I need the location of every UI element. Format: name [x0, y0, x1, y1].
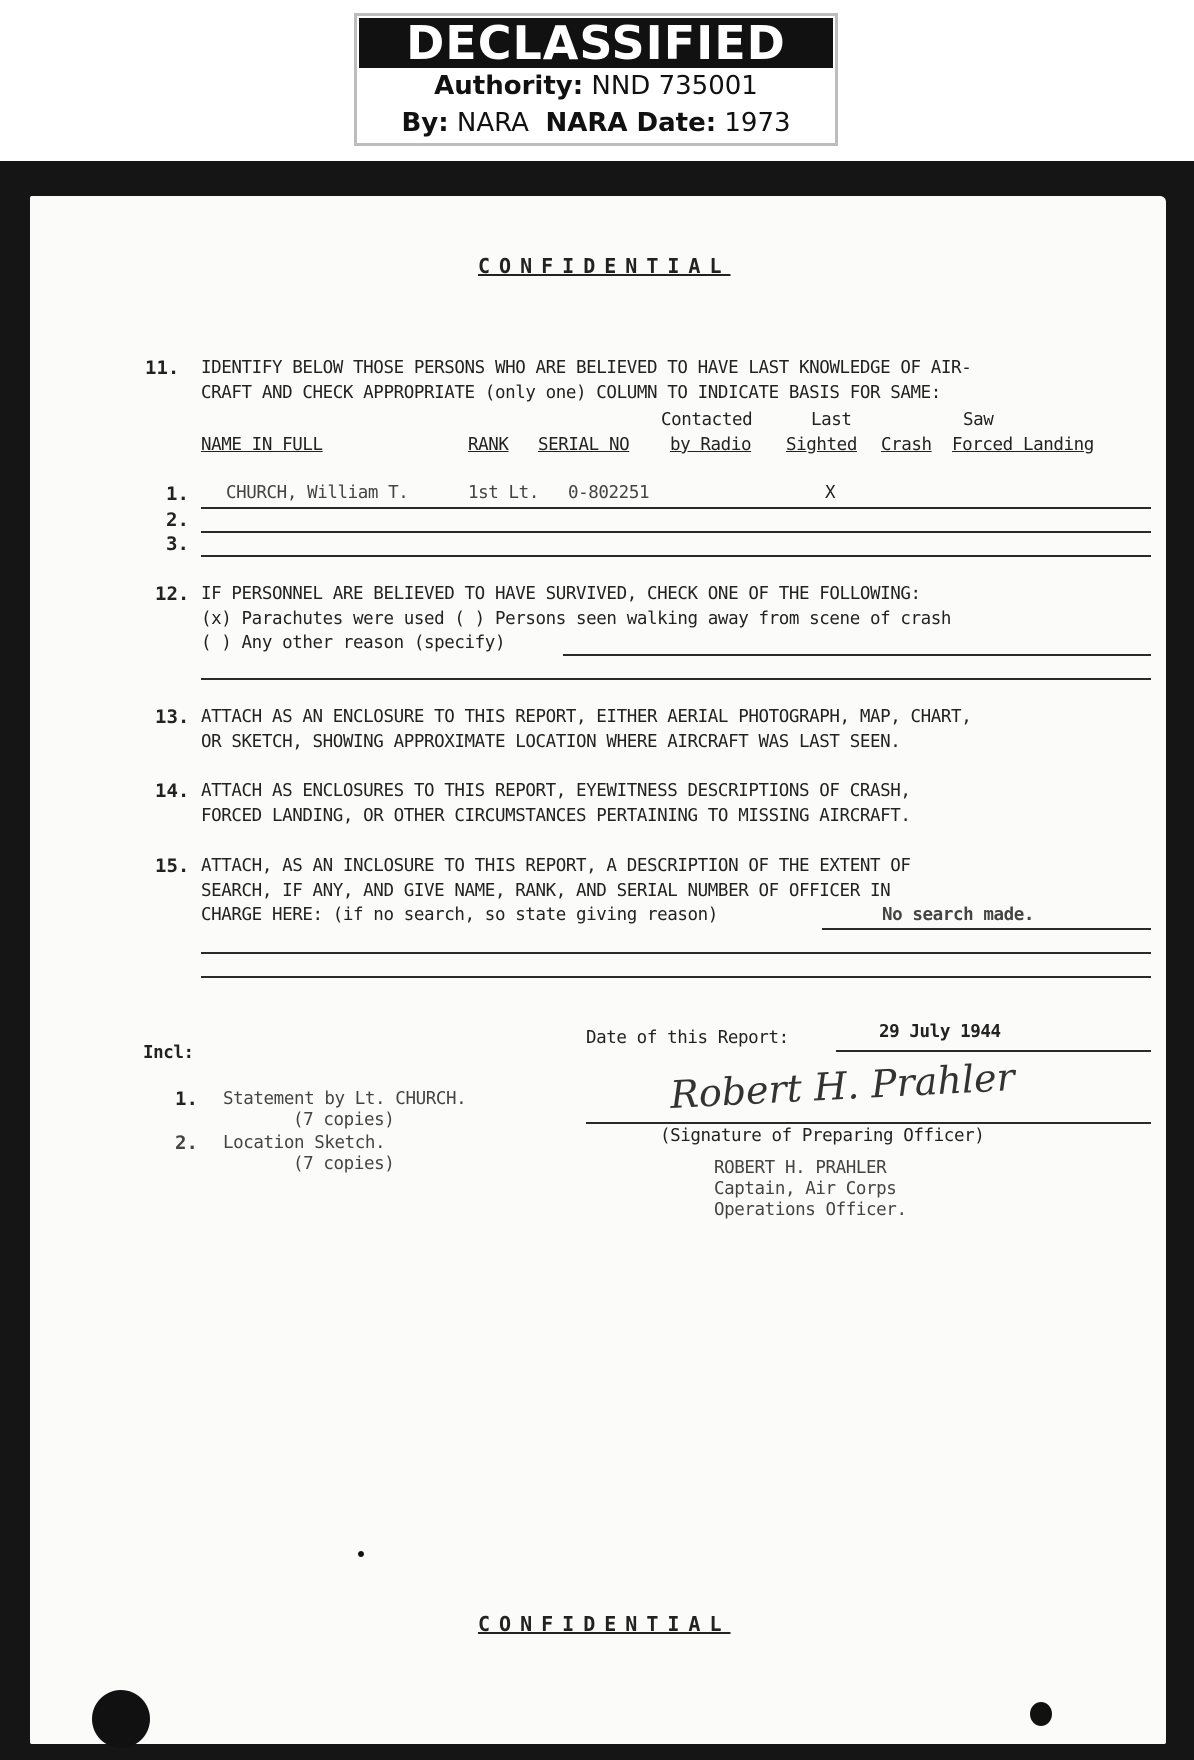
report-date-line	[836, 1050, 1151, 1052]
row-mark: X	[825, 483, 836, 503]
item11-line1: IDENTIFY BELOW THOSE PERSONS WHO ARE BELIEVED TO HAVE LAST KNOWLEDGE OF AIR-	[201, 358, 972, 378]
by-value: NARA	[456, 108, 529, 138]
ink-blot	[1030, 1702, 1052, 1726]
item14-line2: FORCED LANDING, OR OTHER CIRCUMSTANCES PERTAINING TO MISSING AIRCRAFT.	[201, 805, 911, 826]
item15-line1: ATTACH, AS AN INCLOSURE TO THIS REPORT, A DESCRIPTION OF THE EXTENT OF	[201, 856, 911, 876]
item15-extra-line-2	[201, 976, 1151, 978]
authority-label: Authority:	[434, 71, 584, 101]
classification-footer: CONFIDENTIAL	[478, 1612, 731, 1636]
row-underline	[201, 507, 1151, 509]
item15-number: 15.	[155, 855, 190, 877]
item15-answer: No search made.	[882, 905, 1035, 925]
signature-caption: (Signature of Preparing Officer)	[660, 1126, 985, 1146]
item14-line1: ATTACH AS ENCLOSURES TO THIS REPORT, EYEWITNESS DESCRIPTIONS OF CRASH,	[201, 781, 911, 801]
scan-frame	[0, 161, 1194, 1760]
item12-line2: (x) Parachutes were used ( ) Persons seen walking away from scene of crash	[201, 608, 952, 629]
row-underline	[201, 531, 1151, 533]
item15-extra-line-1	[201, 952, 1151, 954]
item12-extra-line	[201, 678, 1151, 680]
signature-block	[714, 1158, 907, 1221]
inclosure-copies: (7 copies)	[293, 1110, 395, 1130]
row-number: 3.	[166, 533, 189, 555]
row-number: 2.	[166, 509, 189, 531]
row-serial: 0-802251	[568, 483, 650, 503]
col-contacted-bottom: by Radio	[670, 435, 752, 455]
item15-answer-line	[822, 928, 1151, 930]
ink-blot	[92, 1690, 150, 1748]
officer-name: ROBERT H. PRAHLER	[714, 1158, 887, 1178]
inclosure-copies: (7 copies)	[293, 1154, 395, 1174]
by-label: By:	[401, 108, 449, 138]
item13-text	[201, 705, 971, 754]
col-last-bottom: Sighted	[786, 435, 857, 455]
col-saw-top: Saw	[963, 410, 994, 430]
declassified-stamp	[354, 13, 838, 146]
row-name: CHURCH, William T.	[226, 483, 409, 503]
col-name: NAME IN FULL	[201, 435, 323, 455]
row-underline	[201, 555, 1151, 557]
item12-number: 12.	[155, 583, 190, 605]
item14-number: 14.	[155, 780, 190, 802]
col-saw-bottom: Forced Landing	[952, 435, 1094, 455]
document-page	[30, 196, 1166, 1744]
col-crash: Crash	[881, 435, 932, 455]
stamp-authority	[357, 68, 835, 105]
row-number: 1.	[166, 483, 189, 505]
report-date-label: Date of this Report:	[586, 1028, 789, 1048]
col-rank: RANK	[468, 435, 509, 455]
item13-line2: OR SKETCH, SHOWING APPROXIMATE LOCATION WHERE AIRCRAFT WAS LAST SEEN.	[201, 731, 901, 752]
row-rank: 1st Lt.	[468, 483, 539, 503]
item12-text	[201, 582, 951, 656]
inclosure-number: 1.	[175, 1088, 198, 1110]
handwritten-signature: Robert H. Prahler	[669, 1055, 1016, 1117]
authority-value: NND 735001	[591, 71, 758, 101]
col-contacted-top: Contacted	[661, 410, 753, 430]
item12-specify-line	[563, 654, 1151, 656]
report-date-value: 29 July 1944	[879, 1022, 1001, 1042]
item11-number: 11.	[145, 357, 180, 379]
item11-text	[201, 356, 971, 405]
classification-header: CONFIDENTIAL	[478, 254, 731, 278]
stamp-title: DECLASSIFIED	[359, 18, 833, 68]
item15-line3: CHARGE HERE: (if no search, so state giving reason)	[201, 905, 718, 925]
ink-dot	[358, 1551, 364, 1557]
item12-line1: IF PERSONNEL ARE BELIEVED TO HAVE SURVIVED, CHECK ONE OF THE FOLLOWING:	[201, 584, 921, 604]
inclosures-label: Incl:	[143, 1043, 194, 1063]
col-serial: SERIAL NO	[538, 435, 630, 455]
stamp-by-date	[357, 105, 835, 142]
item13-line1: ATTACH AS AN ENCLOSURE TO THIS REPORT, EITHER AERIAL PHOTOGRAPH, MAP, CHART,	[201, 707, 972, 727]
inclosure-text: Statement by Lt. CHURCH.	[223, 1089, 467, 1109]
item15-line2: SEARCH, IF ANY, AND GIVE NAME, RANK, AND SERIAL NUMBER OF OFFICER IN	[201, 880, 891, 901]
col-last-top: Last	[811, 410, 852, 430]
item13-number: 13.	[155, 706, 190, 728]
item14-text	[201, 779, 911, 828]
date-label: NARA Date:	[545, 108, 717, 138]
inclosure-text: Location Sketch.	[223, 1133, 386, 1153]
item15-text	[201, 854, 911, 928]
officer-title: Captain, Air Corps	[714, 1179, 897, 1199]
inclosure-number: 2.	[175, 1132, 198, 1154]
item11-line2: CRAFT AND CHECK APPROPRIATE (only one) COLUMN TO INDICATE BASIS FOR SAME:	[201, 382, 941, 403]
date-value: 1973	[724, 108, 791, 138]
officer-role: Operations Officer.	[714, 1200, 907, 1220]
item12-line3: ( ) Any other reason (specify)	[201, 633, 506, 653]
